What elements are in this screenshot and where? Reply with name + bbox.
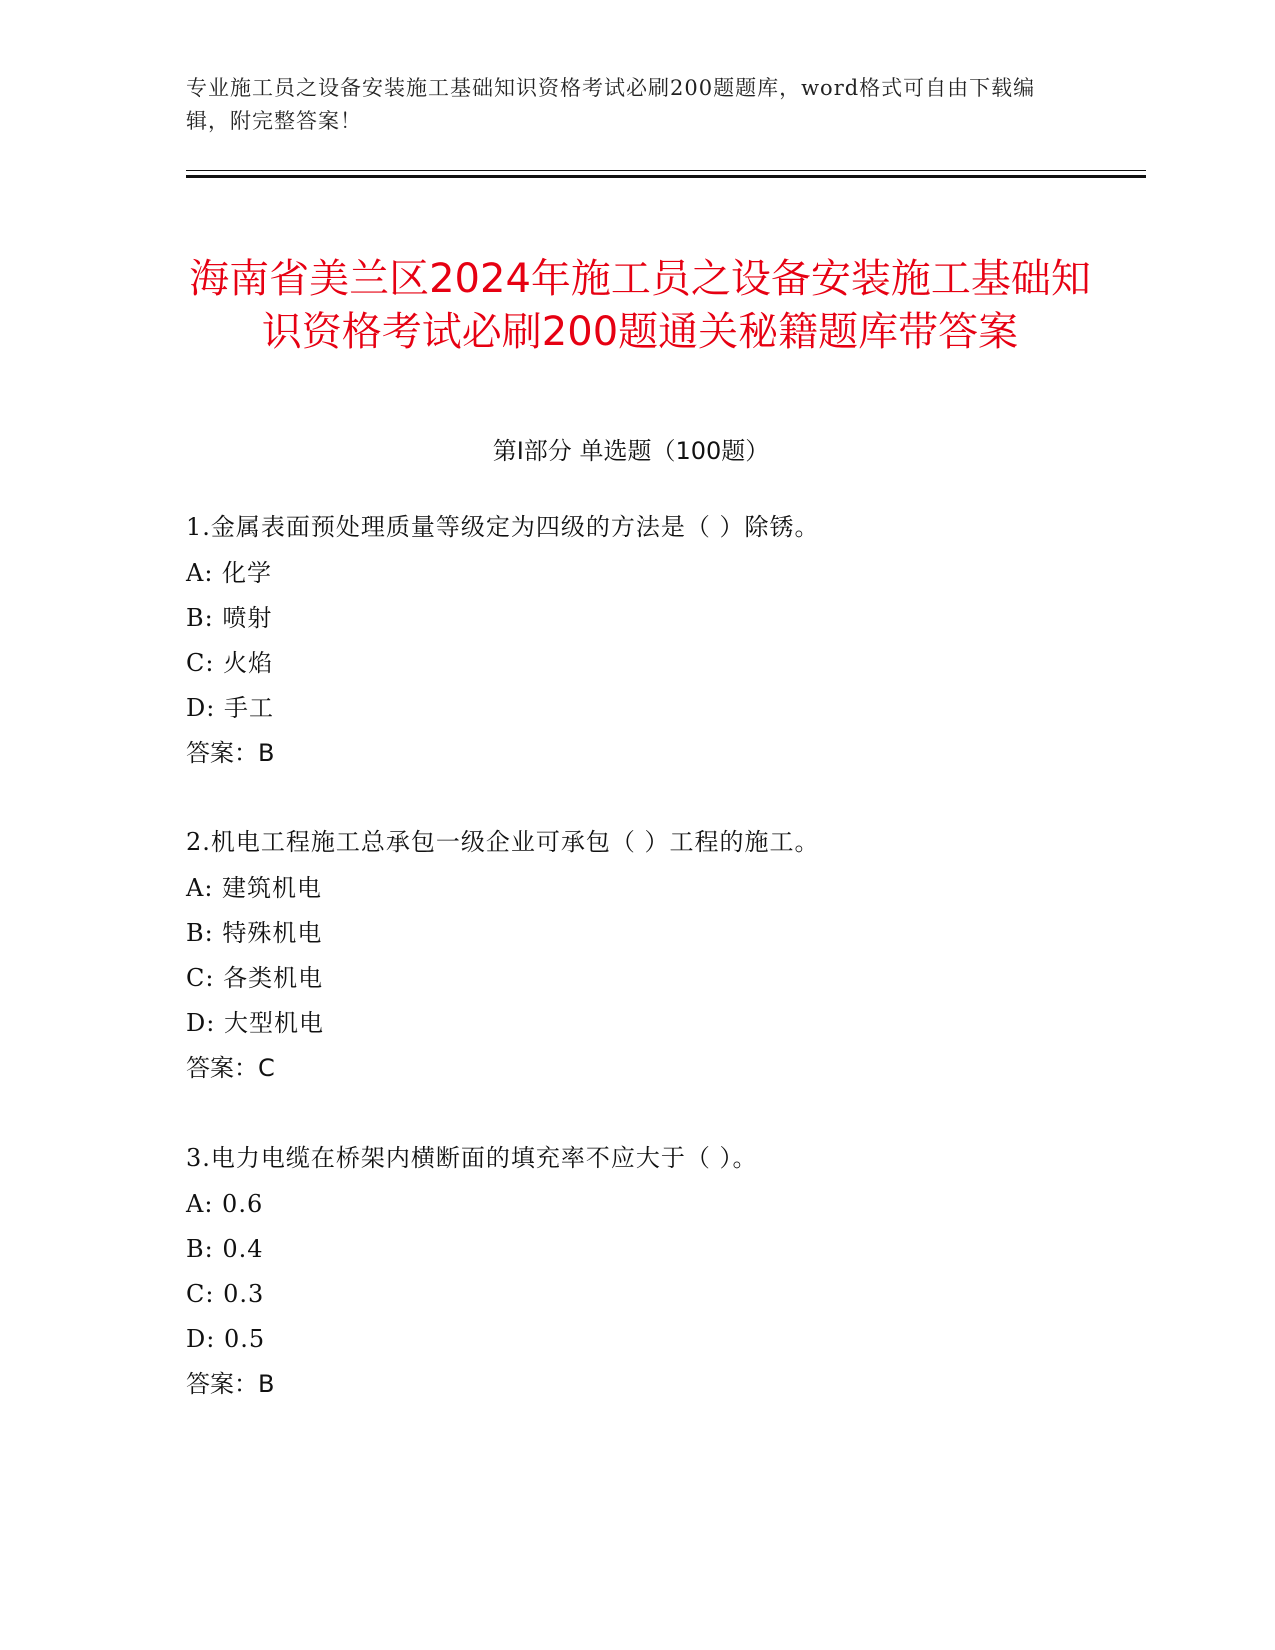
option-b: B: 0.4 [186,1235,264,1263]
option-c: C: 各类机电 [186,964,324,992]
answer-line: 答案：B [186,1370,275,1398]
document-title: 海南省美兰区2024年施工员之设备安装施工基础知识资格考试必刷200题通关秘籍题库带答案 [189,255,1091,355]
question-stem: 1.金属表面预处理质量等级定为四级的方法是（ ）除锈。 [186,513,820,541]
question-block [186,1138,1086,1409]
question-stem: 2.机电工程施工总承包一级企业可承包（ ）工程的施工。 [186,828,820,856]
question-stem: 3.电力电缆在桥架内横断面的填充率不应大于（ ）。 [186,1144,758,1172]
option-d: D: 0.5 [186,1325,266,1353]
option-d: D: 手工 [186,694,274,722]
section-heading: 第Ⅰ部分 单选题（100题） [492,437,770,465]
question-block [186,822,1086,1093]
option-a: A: 建筑机电 [186,874,323,902]
header-rule-thin [186,170,1146,171]
option-b: B: 喷射 [186,604,273,632]
header-rule-thick [186,175,1146,178]
question-block [186,507,1086,778]
option-c: C: 火焰 [186,649,274,677]
option-d: D: 大型机电 [186,1009,324,1037]
option-c: C: 0.3 [186,1280,265,1308]
intro-text: 专业施工员之设备安装施工基础知识资格考试必刷200题题库，word格式可自由下载编辑，附完整答案！ [186,76,1036,133]
option-a: A: 化学 [186,559,273,587]
option-b: B: 特殊机电 [186,919,323,947]
option-a: A: 0.6 [186,1190,264,1218]
answer-line: 答案：B [186,739,275,767]
answer-line: 答案：C [186,1054,275,1082]
